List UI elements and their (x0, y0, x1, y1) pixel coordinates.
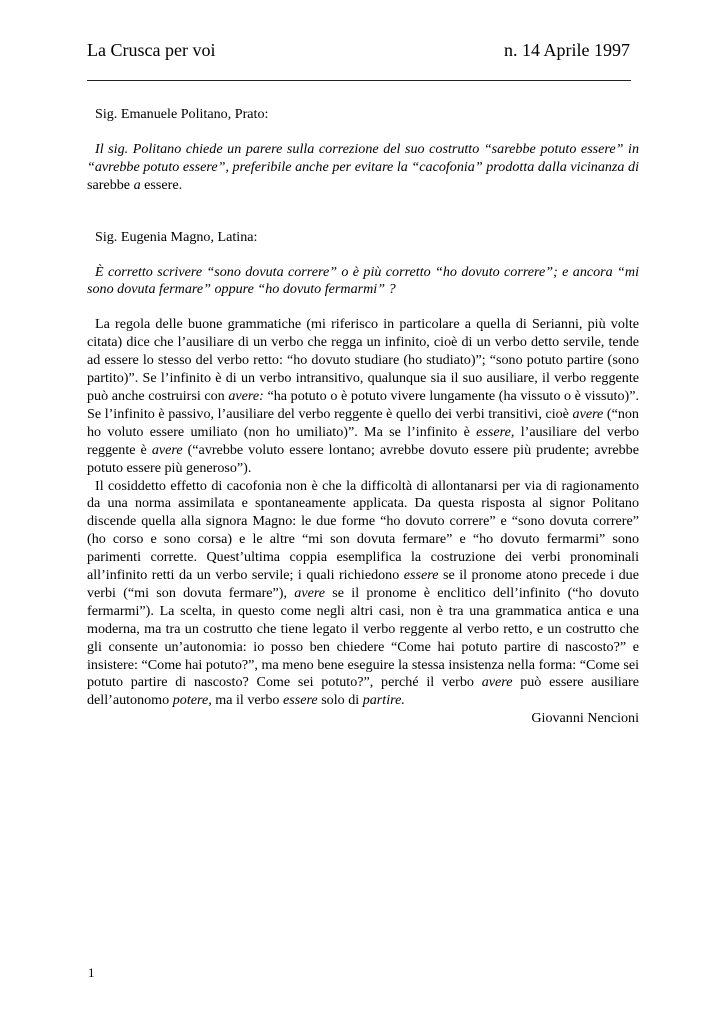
spacer (87, 195, 639, 229)
answer-term: potere, (172, 692, 212, 709)
answer-text: se il pronome è enclitico dell’infinito (“ho dovuto fermarmi”). La scelta, in questo come negli altri casi, non è tra una grammatica antica e una moderna, ma tra un costrutto che tiene legato il verbo reggente al verbo retto, e un costrutto che gli consente un’autonomia: io posso ben chiedere “Come hai potuto partire di nascosto?” e insistere: “Come hai potuto?”, ma meno bene eseguire la stessa insistenza nella forma: “Come sei potuto partire di nascosto? Come sei potuto?”, perché il verbo (87, 584, 640, 691)
answer-text: (“non ho voluto essere umiliato (non ho umiliato)”. Ma se l’infinito è (87, 405, 639, 440)
answer-term: avere: (228, 387, 264, 404)
publication-title: La Crusca per voi (87, 40, 216, 60)
answer-text: solo di (317, 692, 363, 709)
answer-term: essere (403, 567, 439, 584)
answer-term: essere, (476, 423, 515, 440)
question-magno: È corretto scrivere “sono dovuta correre” o è più corretto “ho dovuto correre”; e ancora “mi sono dovuta fermare” oppure “ho dovuto fermarmi” ? (87, 263, 639, 298)
document-body (87, 106, 639, 728)
answer-paragraph-1 (87, 316, 639, 477)
issue-label: n. 14 Aprile 1997 (504, 40, 630, 60)
header-rule (87, 80, 631, 81)
page-number: 1 (88, 965, 95, 980)
answer-term: avere (572, 405, 604, 422)
answer-paragraph-2 (87, 478, 639, 711)
question-term: essere. (144, 176, 183, 193)
answer-text: l’ausiliare del verbo reggente è (87, 423, 639, 458)
answer-text: “ha potuto o è potuto vivere lungamente (ha vissuto o è vissuto)”. Se l’infinito è passivo, l’ausiliare del verbo reggente è quello dei verbi transitivi, cioè (87, 387, 639, 422)
spacer (87, 124, 639, 141)
question-politano (87, 141, 639, 195)
question-term: a (133, 176, 141, 193)
answer-term: partire. (362, 692, 405, 709)
sender-politano: Sig. Emanuele Politano, Prato: (95, 106, 269, 122)
answer-text: ma il verbo (211, 692, 283, 709)
answer-text: La regola delle buone grammatiche (mi riferisco in particolare a quella di Serianni, più volte citata) dice che l’ausiliare di un verbo che regga un infinito, cioè di un verbo detto servile, tende ad essere lo stesso del verbo retto: “ho dovuto studiare (ho studiato)”; “sono potuto partire (sono partito)”. Se l’infinito è di un verbo intransitivo, qualunque sia il suo ausiliare, il verbo reggente può anche costruirsi con (87, 316, 639, 404)
spacer (87, 247, 639, 264)
answer-term: avere (294, 584, 326, 601)
answer-term: avere (151, 441, 183, 458)
answer-text: se il pronome atono precede i due verbi (“mi son dovuta fermare”), (87, 567, 639, 601)
answer-text: Il cosiddetto effetto di cacofonia non è che la difficoltà di allontanarsi per via di ragionamento da una norma assimilata e spontaneamente applicata. Da questa risposta al signor Politano discende quella alla signora Magno: le due forme “ho dovuto correre” e “sono dovuta correre” (ho corso e sono corsa) e le altre “mi son dovuta fermare” e “ho dovuto fermarmi” sono parimenti corrette. Quest’ultima coppia esemplifica la costruzione dei verbi pronominali all’infinito retti da un verbo servile; i quali richiedono (87, 477, 639, 584)
answer-term: avere (481, 674, 513, 691)
answer-text: può essere ausiliare dell’autonomo (87, 674, 639, 709)
answer-text: (“avrebbe voluto essere lontano; avrebbe dovuto essere più prudente; avrebbe potuto essere più generoso”). (87, 441, 639, 476)
question-text: Il sig. Politano chiede un parere sulla correzione del suo costrutto “sarebbe potuto essere” in “avrebbe potuto essere”, preferibile anche per evitare la “cacofonia” prodotta dalla vicinanza di (87, 140, 639, 175)
spacer (87, 299, 639, 316)
sender-magno: Sig. Eugenia Magno, Latina: (95, 228, 258, 245)
page-header (87, 40, 630, 70)
author-signature: Giovanni Nencioni (531, 710, 639, 727)
question-term: sarebbe (87, 176, 131, 193)
answer-term: essere (282, 692, 318, 709)
